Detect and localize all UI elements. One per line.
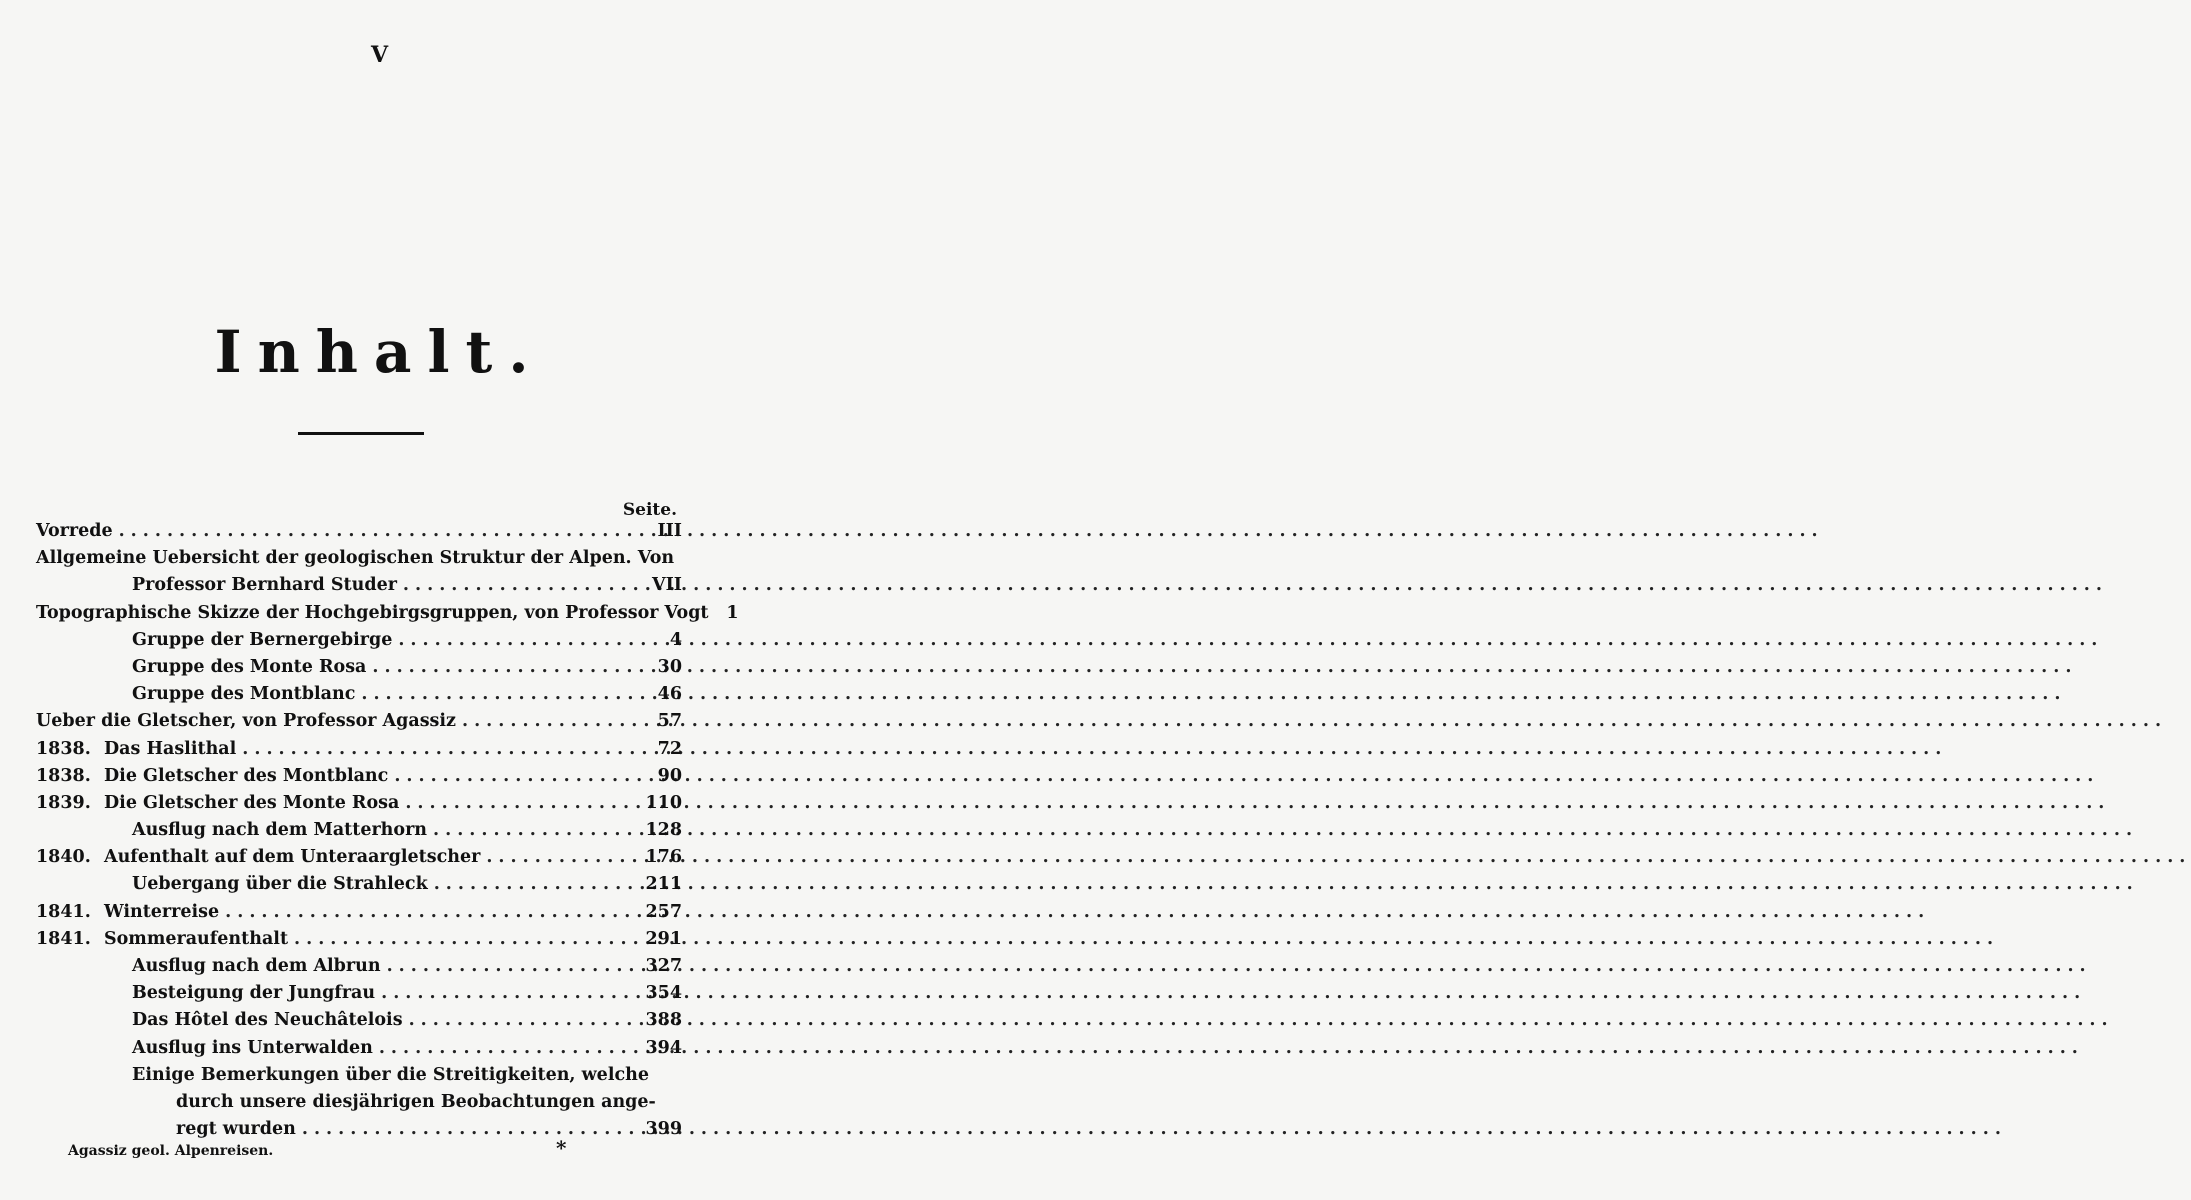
toc-entry (36, 600, 739, 627)
leader-dots (428, 871, 646, 898)
toc-entry-text: Ausflug ins Unterwalden (132, 1037, 373, 1058)
toc-entry-text: Aufenthalt auf dem Unteraargletscher (104, 847, 481, 868)
toc-entry-page: 30 (657, 656, 682, 677)
toc-entry-page: 110 (645, 792, 682, 813)
toc-entry (36, 1007, 682, 1034)
toc-entry-page: VII (652, 575, 682, 596)
toc-entry (36, 844, 682, 871)
leader-dots (355, 681, 652, 708)
toc-entry (36, 763, 682, 790)
toc-entry (36, 871, 682, 898)
leader-dots (403, 1007, 646, 1034)
leader-dots (373, 1035, 646, 1062)
toc-entry-line (36, 1062, 682, 1089)
toc-entry-text: Ueber die Gletscher, von Professor Agassiz (36, 711, 456, 732)
toc-entry (36, 627, 682, 654)
toc-entry-page: 57 (657, 711, 682, 732)
toc-entry-text: Einige Bemerkungen über die Streitigkeiten, welche (132, 1064, 649, 1085)
toc-entry (36, 736, 682, 763)
toc-entry (36, 681, 682, 708)
toc-entry-text: Besteigung der Jungfrau (132, 983, 376, 1004)
toc-entry (36, 899, 682, 926)
page-column-header: Seite. (622, 500, 677, 520)
toc-entry-text: regt wurden (176, 1119, 296, 1140)
toc-entry (36, 980, 682, 1007)
title-divider (298, 432, 424, 435)
toc-entry-line (36, 1089, 682, 1116)
toc-entry-text: Gruppe des Montblanc (132, 684, 356, 705)
toc-entry-year: 1838. (36, 765, 91, 786)
toc-entry-year: 1841. (36, 928, 91, 949)
leader-dots (288, 926, 645, 953)
toc-entry-page: 4 (669, 629, 682, 650)
leader-dots (480, 844, 645, 871)
leader-dots (375, 980, 645, 1007)
page-number: V (370, 42, 389, 68)
toc-entry (36, 926, 682, 953)
toc-entry-page: 327 (645, 956, 682, 976)
toc-entry-text: Die Gletscher des Montblanc (104, 765, 389, 786)
toc-entry-page: 354 (645, 983, 682, 1004)
toc-entry (36, 1035, 682, 1062)
book-page (0, 0, 759, 1200)
toc-entry-page: 388 (645, 1010, 682, 1031)
toc-entry-page: 257 (645, 901, 682, 922)
toc-entry-text: Winterreise (104, 901, 220, 922)
leader-dots (219, 899, 645, 926)
leader-dots (296, 1116, 646, 1143)
toc-entry-text: Das Haslithal (104, 738, 237, 759)
leader-dots (388, 763, 652, 790)
leader-dots (381, 953, 646, 980)
toc-entry-page: 176 (645, 847, 682, 868)
toc-entry-page: 46 (657, 684, 682, 705)
signature-footer: Agassiz geol. Alpenreisen. (68, 1143, 274, 1159)
toc-entry-page: III (657, 521, 682, 541)
toc-entry-page: 394 (645, 1037, 682, 1058)
toc-entry-page: 1 (726, 602, 739, 623)
toc-entry-text: Das Hôtel des Neuchâtelois (132, 1010, 403, 1031)
toc-entry-text: Gruppe der Bernergebirge (132, 629, 393, 650)
toc-entry (36, 654, 682, 681)
leader-dots (427, 817, 645, 844)
page-title: Inhalt. (214, 318, 545, 386)
toc-entry-page: 291 (645, 928, 682, 949)
toc-entry (36, 518, 682, 545)
toc-entry-page: 90 (657, 765, 682, 786)
toc-entry-text: Sommeraufenthalt (104, 928, 289, 949)
toc-entry (36, 572, 682, 599)
signature-mark: * (556, 1136, 567, 1160)
toc-entry-year: 1839. (36, 792, 91, 813)
table-of-contents (36, 518, 739, 1143)
toc-entry (36, 545, 682, 572)
leader-dots (113, 518, 652, 545)
toc-entry-text: Ausflug nach dem Albrun (132, 956, 381, 976)
toc-entry (36, 790, 682, 817)
toc-entry-multiline (36, 1062, 682, 1144)
toc-entry (36, 953, 682, 980)
toc-entry-year: 1840. (36, 847, 91, 868)
toc-entry-page: 128 (645, 820, 682, 841)
leader-dots (456, 708, 652, 735)
toc-entry-text: Ausflug nach dem Matterhorn (132, 820, 428, 841)
toc-entry-text: Topographische Skizze der Hochgebirgsgruppen, von Professor Vogt (36, 602, 709, 623)
toc-entry-page: 399 (645, 1119, 682, 1140)
toc-entry-year: 1838. (36, 738, 91, 759)
leader-dots (236, 736, 652, 763)
toc-entry-text: Gruppe des Monte Rosa (132, 656, 367, 677)
toc-entry (36, 708, 682, 735)
toc-entry-page: 72 (657, 738, 682, 759)
leader-dots (392, 627, 652, 654)
toc-entry-text: Vorrede (36, 521, 113, 541)
toc-entry-text: Allgemeine Uebersicht der geologischen Struktur der Alpen. Von (36, 548, 675, 569)
toc-entry-year: 1841. (36, 901, 91, 922)
toc-entry-text: Uebergang über die Strahleck (132, 874, 428, 895)
toc-entry-page: 211 (645, 874, 682, 895)
leader-dots (366, 654, 652, 681)
toc-entry-line (36, 1116, 682, 1143)
toc-entry (36, 817, 682, 844)
leader-dots (397, 572, 652, 599)
toc-entry-text: durch unsere diesjährigen Beobachtungen ange- (176, 1091, 656, 1112)
leader-dots (399, 790, 645, 817)
toc-entry-text: Professor Bernhard Studer (132, 575, 397, 596)
toc-entry-text: Die Gletscher des Monte Rosa (104, 792, 400, 813)
